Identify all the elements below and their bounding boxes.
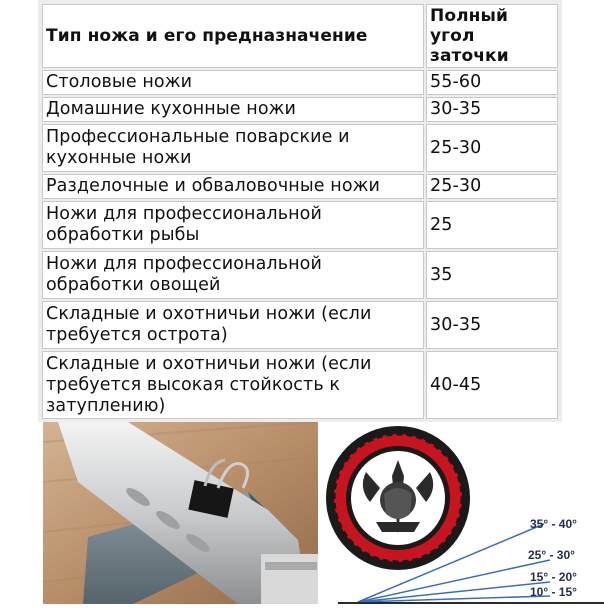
header-angle-line-2: угол	[430, 26, 475, 46]
angle-cell: 40-45	[426, 351, 558, 419]
knife-type-text: Ножи для профессиональной	[46, 204, 322, 224]
table-row	[42, 124, 558, 172]
header-angle-line-1: Полный	[430, 6, 508, 26]
knife-photo-illustration	[43, 422, 318, 604]
angle-cell: 25-30	[426, 174, 558, 199]
sharpening-angle-table-frame	[38, 0, 562, 422]
knife-type-cell	[42, 70, 424, 95]
knife-type-cell	[42, 351, 424, 419]
knife-type-cell	[42, 174, 424, 199]
angle-cell: 25-30	[426, 124, 558, 172]
knife-type-text: требуется высокая стойкость к	[46, 374, 341, 395]
knife-on-whetstone-photo	[43, 422, 318, 604]
knife-type-text: обработки рыбы	[46, 225, 200, 245]
knife-type-text: требуется острота)	[46, 325, 228, 345]
angle-label-35-40: 35° - 40°	[530, 517, 577, 531]
knife-type-text: затуплению)	[46, 395, 166, 416]
knife-type-text: кухонные ножи	[46, 148, 192, 168]
table-row	[42, 70, 558, 95]
table-row	[42, 351, 558, 419]
knife-type-text: Профессиональные поварские и	[46, 127, 350, 147]
knife-type-cell	[42, 201, 424, 249]
knife-type-cell	[42, 301, 424, 349]
knife-type-text: Ножи для профессиональной	[46, 254, 322, 274]
angle-cell: 55-60	[426, 70, 558, 95]
table-row	[42, 201, 558, 249]
table-row	[42, 251, 558, 299]
angle-cell: 30-35	[426, 301, 558, 349]
header-knife-type	[42, 4, 424, 68]
angle-label-10-15: 10° - 15°	[530, 585, 577, 599]
angle-cell: 35	[426, 251, 558, 299]
angle-label-15-20: 15° - 20°	[530, 570, 577, 584]
angle-cell: 25	[426, 201, 558, 249]
angle-label-25-30: 25° - 30°	[528, 548, 575, 562]
knife-type-text: Столовые ножи	[46, 72, 193, 92]
knife-type-text: обработки овощей	[46, 275, 221, 295]
knife-type-cell	[42, 124, 424, 172]
header-angle-line-3: заточки	[430, 46, 509, 66]
table-header-row	[42, 4, 558, 68]
knife-type-text: Складные и охотничьи ножи (если	[46, 353, 372, 374]
sharpening-angle-diagram	[318, 422, 604, 604]
celtic-ring-viking-emblem	[326, 426, 470, 570]
table-row	[42, 301, 558, 349]
knife-type-text: Домашние кухонные ножи	[46, 99, 296, 119]
sharpening-angle-table	[40, 2, 560, 421]
angle-cell: 30-35	[426, 97, 558, 122]
knife-type-cell	[42, 97, 424, 122]
header-angle	[426, 4, 558, 68]
header-knife-type-label: Тип ножа и его предназначение	[46, 26, 368, 46]
knife-type-cell	[42, 251, 424, 299]
knife-type-text: Складные и охотничьи ножи (если	[46, 304, 372, 324]
table-row	[42, 174, 558, 199]
knife-type-text: Разделочные и обваловочные ножи	[46, 176, 380, 196]
table-row	[42, 97, 558, 122]
